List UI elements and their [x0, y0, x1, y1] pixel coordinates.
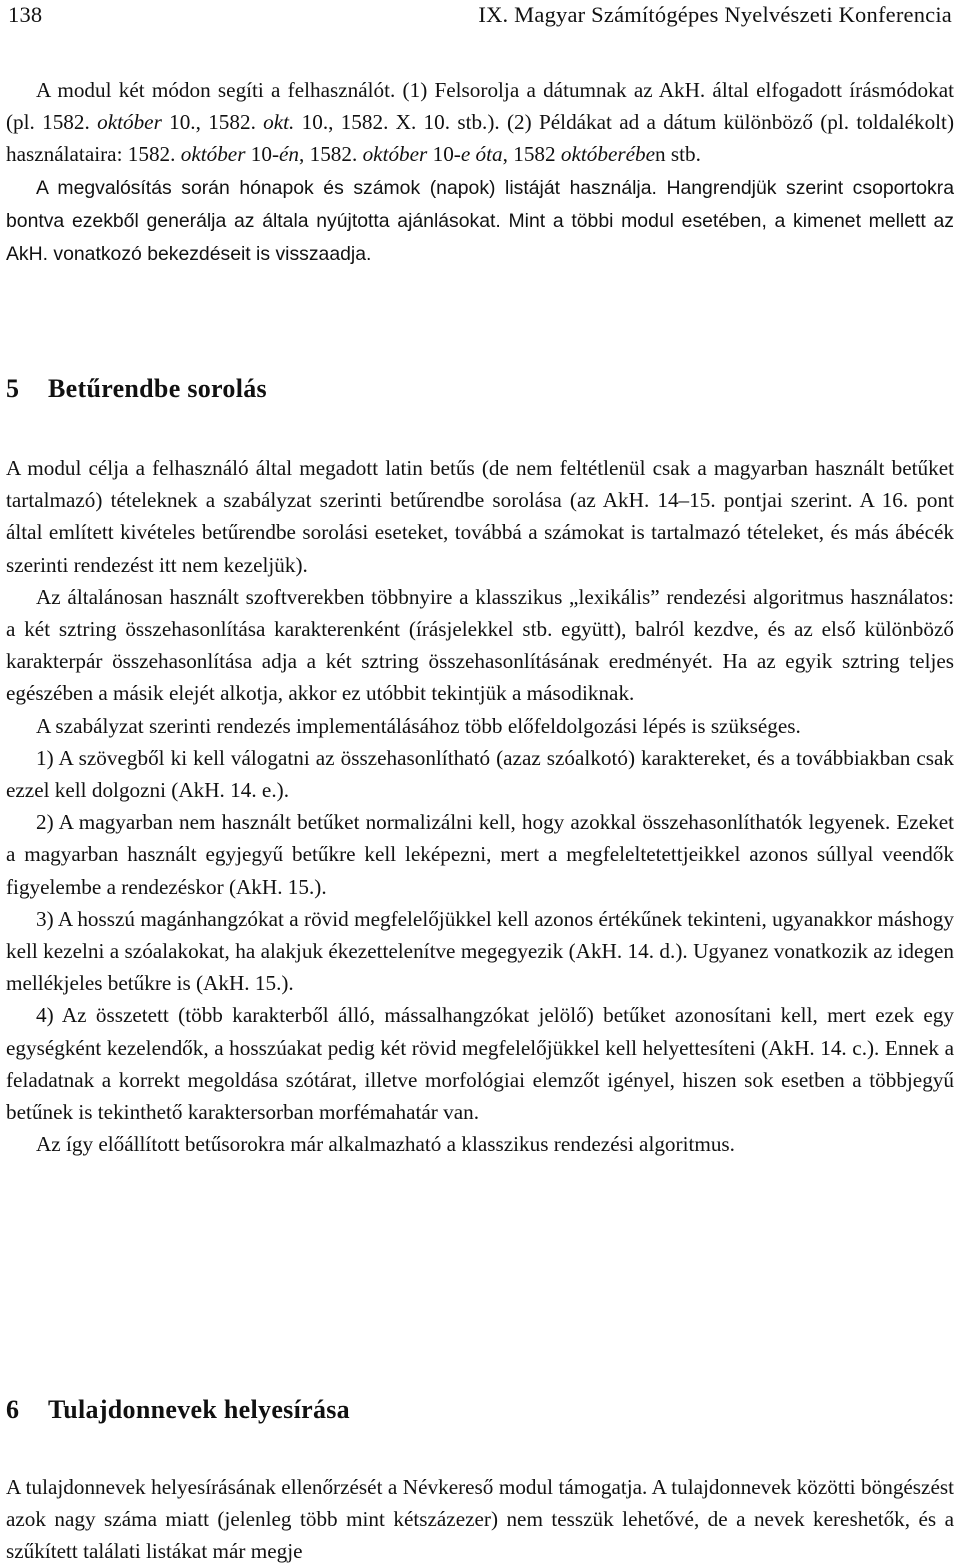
paragraph: Az általánosan használt szoftverekben többnyire a klasszikus „lexikális” rendezési algoritmus használatos: a két sztring összehasonlítása karakterenként (írásjelekkel stb. együtt), balról kezdve, és az első különböző karakterpár összehasonlítása adja a két sztring összehasonlításának eredményét. Ha az egyik sztring teljes egészében a másik elejét alkotja, akkor ez utóbbit tekintjük a másodiknak. [6, 584, 954, 706]
intro-paragraph-2 [6, 171, 954, 271]
text-run: A megvalósítás során hónapok és számok (napok) listáját használja. Hangrendjük szerint csoportokra bontva ezekből generálja az általa nyújtotta ajánlásokat. Mint a többi modul esetében, a kimenet mellett az AkH. vonatkozó bekezdéseit is visszaadja. [6, 176, 954, 266]
running-header [6, 0, 954, 34]
example-italic: október [180, 142, 246, 167]
section-heading [6, 374, 954, 416]
page-number: 138 [8, 2, 43, 27]
text-run: 10- [427, 142, 461, 167]
paragraph: 4) Az összetett (több karakterből álló, mássalhangzókat jelölő) betűket azonosítani kell, mert ezek egy egységként kezelendők, a hosszúakat pedig két rövid megfelelőjükkel kell helyettesíteni (AkH. 14. c.). Ennek a feladatnak a korrekt megoldása szótárat, illetve morfológiai elemzőt igényel, hiszen sok esetben a többjegyű betűnek is tekinthető karaktersorban morfémahatár van. [6, 1003, 954, 1125]
example-italic: októberébe [560, 142, 656, 167]
paragraph: A modul célja a felhasználó által megadott latin betűs (de nem feltétlenül csak a magyarban használt betűket tartalmazó) tételeknek a szabályzat szerinti betűrendbe sorolása (az AkH. 14–15. pontjai szerint. A 16. pont által említett kivételes betűrendbe sorolási eseteket, továbbá a számokat is tartalmazó tételeket, és más ábécék szerinti rendezést itt nem kezeljük). [6, 456, 954, 577]
section-body [6, 452, 954, 1160]
section-title: Tulajdonnevek helyesírása [48, 1395, 350, 1424]
example-italic: október [97, 110, 162, 135]
example-italic: okt. [263, 110, 295, 135]
example-italic: én [279, 142, 300, 167]
document-page [6, 0, 954, 1564]
conference-title: IX. Magyar Számítógépes Nyelvészeti Konferencia [478, 2, 952, 27]
paragraph: A tulajdonnevek helyesírásának ellenőrzését a Névkereső modul támogatja. A tulajdonnevek közötti böngészést azok nagy száma miatt (jelenleg több mint kétszázezer) nem tesszük lehetővé, de a nevek kereshetők, és a szűkített találati listákat már megje [6, 1475, 954, 1564]
text-run: n stb. [655, 142, 701, 167]
section-title: Betűrendbe sorolás [48, 374, 267, 403]
paragraph: Az így előállított betűsorokra már alkalmazható a klasszikus rendezési algoritmus. [36, 1132, 735, 1157]
text-run: 10., 1582. [161, 110, 264, 135]
section-number: 6 [6, 1395, 20, 1424]
example-italic: október [362, 142, 428, 167]
section-heading [6, 1395, 954, 1437]
intro-block [6, 74, 954, 270]
paragraph: 3) A hosszú magánhangzókat a rövid megfelelőjükkel kell azonos értékűnek tekinteni, ugyanakkor máshogy kell kezelni a szóalakokat, ha alakjuk ékezettelenítve megegyezik (AkH. 14. d.). Ugyanez vonatkozik az idegen mellékjeles betűkre is (AkH. 15.). [6, 906, 954, 996]
paragraph: 1) A szövegből ki kell válogatni az összehasonlítható (azaz szóalkotó) karaktereket, és a továbbiakban csak ezzel kell dolgozni (AkH. 14. e.). [6, 745, 954, 803]
text-run: A modul két módon segíti a felhasználót. (1) Felsorolja a dátumnak az AkH. által elfogadott írásmódokat (pl. 1582. [6, 78, 954, 135]
section-6 [6, 1395, 954, 1568]
section-body [6, 1471, 954, 1568]
paragraph: 2) A magyarban nem használt betűket normalizálni kell, hogy azokkal összehasonlíthatók legyenek. Ezeket a magyarban használt egyjegyű betűkre kell leképezni, mert a megfeleltetettjeikkel azonos súllyal veendők figyelembe a rendezéskor (AkH. 15.). [6, 810, 954, 899]
section-number: 5 [6, 374, 20, 403]
text-run: , 1582. [299, 142, 363, 167]
example-italic: e óta [460, 142, 503, 167]
section-5 [6, 374, 954, 1160]
intro-paragraph-1 [6, 74, 954, 171]
text-run: , 1582 [502, 142, 561, 167]
text-run: 10., 1582. X. 10. stb.). (2) Példákat ad a dátum különböző (pl. toldalékolt) használataira: 1582. [6, 110, 954, 167]
text-run: 10- [245, 142, 280, 167]
paragraph: A szabályzat szerinti rendezés implementálásához több előfeldolgozási lépés is szükséges. [36, 713, 801, 738]
